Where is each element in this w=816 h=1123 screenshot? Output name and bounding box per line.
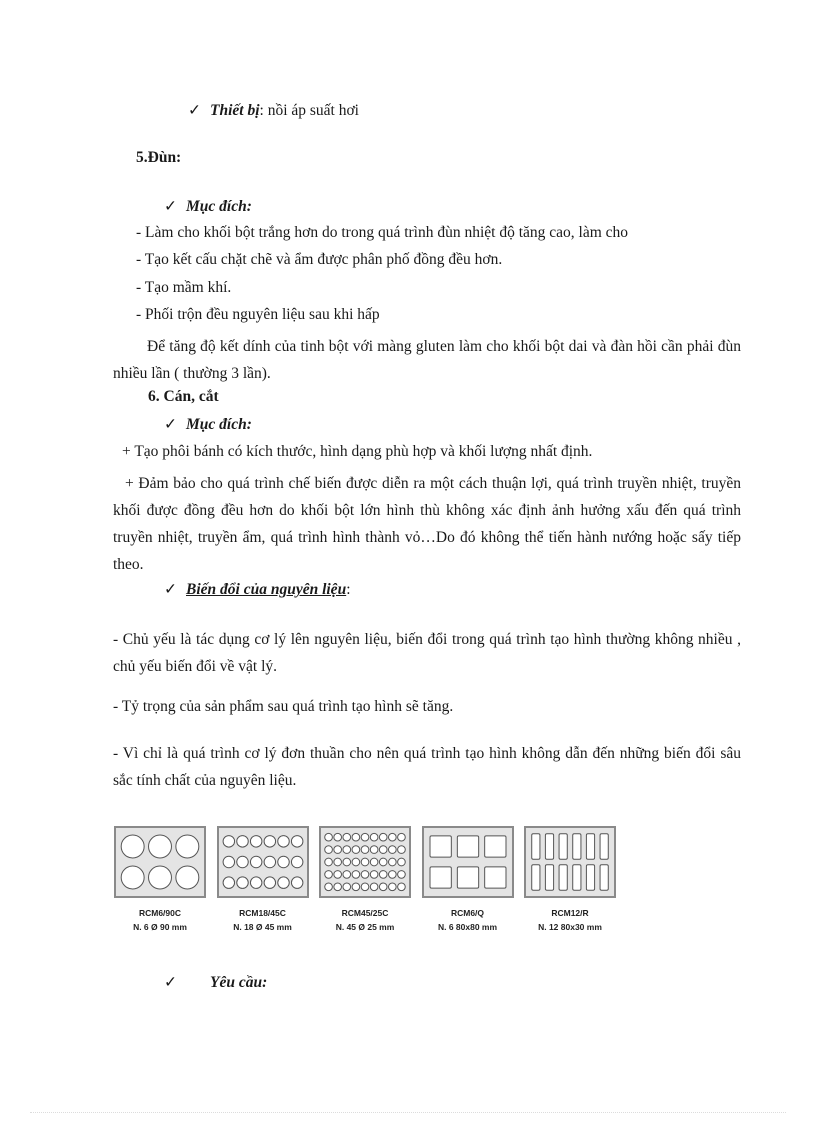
plate-cavity [343, 833, 351, 841]
plate-cavity [600, 834, 608, 859]
plate-cavity [250, 836, 261, 847]
plate-cavity [352, 883, 360, 891]
plate-cavity [343, 846, 351, 854]
plate-cavity [325, 833, 333, 841]
plate-rcm6-90c [114, 826, 206, 898]
plate-cavity [149, 835, 172, 858]
plate-cavity [361, 883, 369, 891]
plate-cavity [484, 867, 505, 888]
list-item: - Làm cho khối bột trắng hơn do trong quá trình đùn nhiệt độ tăng cao, làm cho [136, 224, 629, 241]
plate-cavity [398, 833, 406, 841]
plate-cavity [343, 871, 351, 879]
plate-cavity [277, 877, 288, 888]
plate-cavity [389, 833, 397, 841]
thiet-bi-text: : nồi áp suất hơi [259, 102, 359, 119]
plate-cavity [370, 871, 378, 879]
plate-cavity [545, 834, 553, 859]
plate-cavity [430, 836, 451, 857]
plate-cavity [573, 834, 581, 859]
plate-cavity [325, 871, 333, 879]
list-item: - Tạo mầm khí. [136, 279, 232, 296]
section-6-heading: 6. Cán, cắt [148, 388, 219, 405]
bien-doi-colon: : [346, 581, 351, 598]
muc-dich-label: Mục đích: [186, 198, 252, 215]
plate-cavity [389, 871, 397, 879]
bien-doi-line [164, 580, 351, 599]
yeu-cau-line [164, 973, 267, 992]
plate-model-label: RCM45/25C [341, 908, 389, 918]
plate-model-label: RCM12/R [551, 908, 589, 918]
list-item: - Phối trộn đều nguyên liệu sau khi hấp [136, 306, 380, 323]
plate-cavity [586, 865, 594, 890]
plate-cavity [291, 836, 302, 847]
plate-cavity [532, 834, 540, 859]
plate-cavity [236, 856, 247, 867]
plate-cavity [573, 865, 581, 890]
dash-item-2: - Tỷ trọng của sản phẩm sau quá trình tạo hình sẽ tăng. [113, 698, 454, 715]
section-6-muc-dich [164, 415, 252, 434]
plate-cavity [398, 858, 406, 866]
plate-cavity [586, 834, 594, 859]
plate-cavity [361, 871, 369, 879]
thiet-bi-label: Thiết bị [210, 102, 260, 119]
plate-cavity [430, 867, 451, 888]
plate-cavity [370, 858, 378, 866]
list-item: - Tạo kết cấu chặt chẽ và ẩm được phân phố đồng đều hơn. [136, 251, 503, 268]
plate-cavity [398, 871, 406, 879]
plate-cavity [379, 858, 387, 866]
plate-cavity [291, 877, 302, 888]
plate-dimension-label: N. 6 Ø 90 mm [133, 922, 187, 932]
plate-cavity [379, 846, 387, 854]
plate-dimension-label: N. 18 Ø 45 mm [233, 922, 292, 932]
checkmark-icon: ✓ [164, 581, 177, 598]
plate-cavity [352, 871, 360, 879]
plate-rcm6-q [422, 826, 514, 898]
plate-cavity [334, 846, 342, 854]
plate-cavity [291, 856, 302, 867]
checkmark-icon: ✓ [164, 198, 177, 215]
plate-cavity [121, 835, 144, 858]
section-5-paragraph: Để tăng độ kết dính của tinh bột với màng gluten làm cho khối bột dai và đàn hồi cần phải đùn nhiều lần ( thường 3 lần). [113, 338, 741, 382]
plate-cavity [264, 836, 275, 847]
plate-cavity [389, 858, 397, 866]
plate-cavity [176, 866, 199, 889]
plate-cavity [264, 856, 275, 867]
plate-model-label: RCM18/45C [239, 908, 286, 918]
plate-cavity [343, 858, 351, 866]
plate-cavity [352, 858, 360, 866]
plate-cavity [559, 865, 567, 890]
plate-cavity [379, 883, 387, 891]
plate-dimension-label: N. 6 80x80 mm [437, 922, 498, 932]
plate-cavity [484, 836, 505, 857]
plate-cavity [250, 856, 261, 867]
plate-cavity [277, 856, 288, 867]
section-5-muc-dich [164, 197, 252, 216]
plate-cavity [121, 866, 144, 889]
checkmark-icon: ✓ [164, 974, 177, 991]
plate-cavity [370, 846, 378, 854]
plate-cavity [343, 883, 351, 891]
muc-dich-label: Mục đích: [186, 416, 252, 433]
thiet-bi-line [188, 101, 359, 120]
page-footer-divider [30, 1112, 786, 1113]
plate-cavity [176, 835, 199, 858]
plate-cavity [236, 877, 247, 888]
plate-cavity [352, 833, 360, 841]
plate-cavity [379, 833, 387, 841]
plate-cavity [398, 883, 406, 891]
plate-model-label: RCM6/Q [450, 908, 485, 918]
plate-cavity [361, 846, 369, 854]
plate-cavity [236, 836, 247, 847]
plate-cavity [334, 858, 342, 866]
plus-item-2: + Đảm bảo cho quá trình chế biến được diễn ra một cách thuận lợi, quá trình truyền nhiệt, truyền khối được đồng đều hơn do khối bột lớn hình thù không xác định ảnh hưởng xấu đến quá trình truyền nhiệt, truyền ẩm, quá trình hình thành vỏ…Do đó không thể tiến hành nướng hoặc sấy tiếp theo. [113, 475, 741, 573]
plus-item-1: + Tạo phôi bánh có kích thước, hình dạng phù hợp và khối lượng nhất định. [122, 443, 593, 460]
plate-cavity [334, 883, 342, 891]
bien-doi-label: Biến đổi của nguyên liệu [186, 581, 347, 598]
plate-cavity [370, 833, 378, 841]
plate-cavity [361, 833, 369, 841]
plate-cavity [223, 856, 234, 867]
plate-cavity [389, 883, 397, 891]
plate-rcm45-25c [319, 826, 411, 898]
plate-dimension-label: N. 45 Ø 25 mm [335, 922, 395, 932]
plate-rcm12-r [524, 826, 616, 898]
checkmark-icon: ✓ [164, 416, 177, 433]
plate-cavity [325, 883, 333, 891]
plate-cavity [361, 858, 369, 866]
dash-item-1: - Chủ yếu là tác dụng cơ lý lên nguyên liệu, biến đổi trong quá trình tạo hình thường không nhiều , chủ yếu biến đổi về vật lý. [113, 631, 741, 675]
plate-dimension-label: N. 12 80x30 mm [538, 922, 602, 932]
plate-cavity [223, 877, 234, 888]
checkmark-icon: ✓ [188, 102, 201, 119]
plate-cavity [532, 865, 540, 890]
plate-cavity [370, 883, 378, 891]
plate-cavity [277, 836, 288, 847]
plate-cavity [334, 833, 342, 841]
plate-cavity [223, 836, 234, 847]
plate-cavity [600, 865, 608, 890]
baking-plates-figure [114, 826, 616, 938]
plate-cavity [325, 846, 333, 854]
plate-cavity [250, 877, 261, 888]
plate-cavity [264, 877, 275, 888]
plate-cavity [149, 866, 172, 889]
section-5-heading: 5.Đùn: [136, 149, 182, 166]
plate-cavity [457, 836, 478, 857]
plate-cavity [334, 871, 342, 879]
plate-cavity [379, 871, 387, 879]
plate-cavity [352, 846, 360, 854]
plate-cavity [389, 846, 397, 854]
plate-cavity [545, 865, 553, 890]
plate-cavity [325, 858, 333, 866]
yeu-cau-label: Yêu cầu: [210, 974, 268, 991]
plate-model-label: RCM6/90C [138, 908, 182, 918]
plate-cavity [559, 834, 567, 859]
plate-rcm18-45c [217, 826, 309, 898]
plate-cavity [398, 846, 406, 854]
plate-cavity [457, 867, 478, 888]
dash-item-3: - Vì chỉ là quá trình cơ lý đơn thuần cho nên quá trình tạo hình không dẫn đến những biến đổi sâu sắc tính chất của nguyên liệu. [113, 745, 741, 789]
